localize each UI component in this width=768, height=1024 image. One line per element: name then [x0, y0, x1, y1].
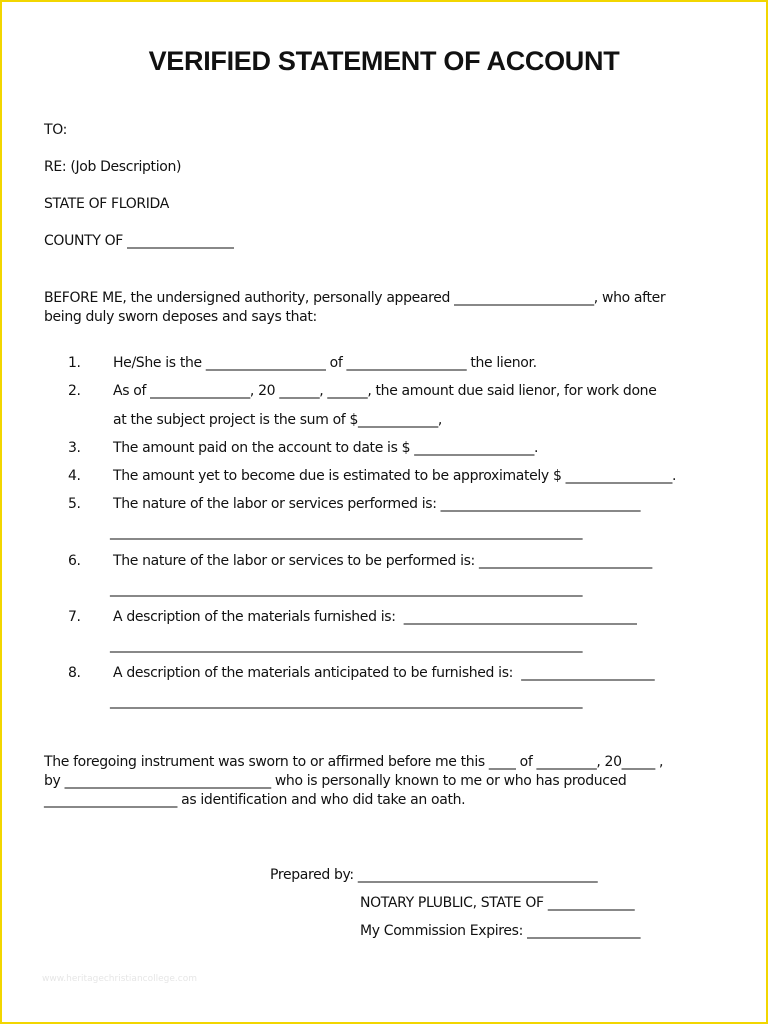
item-text: As of _______________, 20 ______, ______, the amount due said lienor, for work done	[113, 383, 657, 399]
intro-line-2: being duly sworn deposes and says that:	[44, 309, 317, 325]
item-number: 3.	[68, 440, 81, 456]
prepared-by-line: Prepared by: ____________________________________	[270, 867, 598, 883]
item-number: 6.	[68, 553, 81, 569]
item-number: 7.	[68, 609, 81, 625]
oath-line-3: ____________________ as identification and who did take an oath.	[44, 792, 466, 808]
item-blank-line: _______________________________________________________________________	[110, 581, 583, 597]
item-number: 4.	[68, 468, 81, 484]
intro-line-1: BEFORE ME, the undersigned authority, personally appeared _____________________, who after	[44, 290, 666, 306]
item-text: A description of the materials anticipated to be furnished is: ____________________	[113, 665, 655, 681]
item-number: 8.	[68, 665, 81, 681]
item-number: 2.	[68, 383, 81, 399]
item-text: He/She is the __________________ of __________________ the lienor.	[113, 355, 537, 371]
item-continuation: at the subject project is the sum of $____________,	[113, 412, 442, 428]
notary-line: NOTARY PLUBLIC, STATE OF _____________	[360, 895, 635, 911]
state-line: STATE OF FLORIDA	[44, 196, 169, 212]
oath-line-2: by _______________________________ who is personally known to me or who has produced	[44, 773, 627, 789]
item-blank-line: _______________________________________________________________________	[110, 693, 583, 709]
item-blank-line: _______________________________________________________________________	[110, 524, 583, 540]
item-text: The nature of the labor or services performed is: ______________________________	[113, 496, 641, 512]
item-number: 1.	[68, 355, 81, 371]
watermark: www.heritagechristiancollege.com	[42, 974, 197, 984]
item-text: The nature of the labor or services to be performed is: __________________________	[113, 553, 652, 569]
item-text: The amount yet to become due is estimated to be approximately $ ________________.	[113, 468, 677, 484]
oath-line-1: The foregoing instrument was sworn to or affirmed before me this ____ of _________, 20_____ ,	[44, 754, 664, 770]
county-line: COUNTY OF ________________	[44, 233, 234, 249]
item-text: A description of the materials furnished is: ___________________________________	[113, 609, 637, 625]
document-title: VERIFIED STATEMENT OF ACCOUNT	[148, 46, 620, 76]
item-number: 5.	[68, 496, 81, 512]
item-text: The amount paid on the account to date is $ __________________.	[113, 440, 539, 456]
to-line: TO:	[44, 122, 67, 138]
re-line: RE: (Job Description)	[44, 159, 182, 175]
item-blank-line: _______________________________________________________________________	[110, 637, 583, 653]
commission-line: My Commission Expires: _________________	[360, 923, 641, 939]
